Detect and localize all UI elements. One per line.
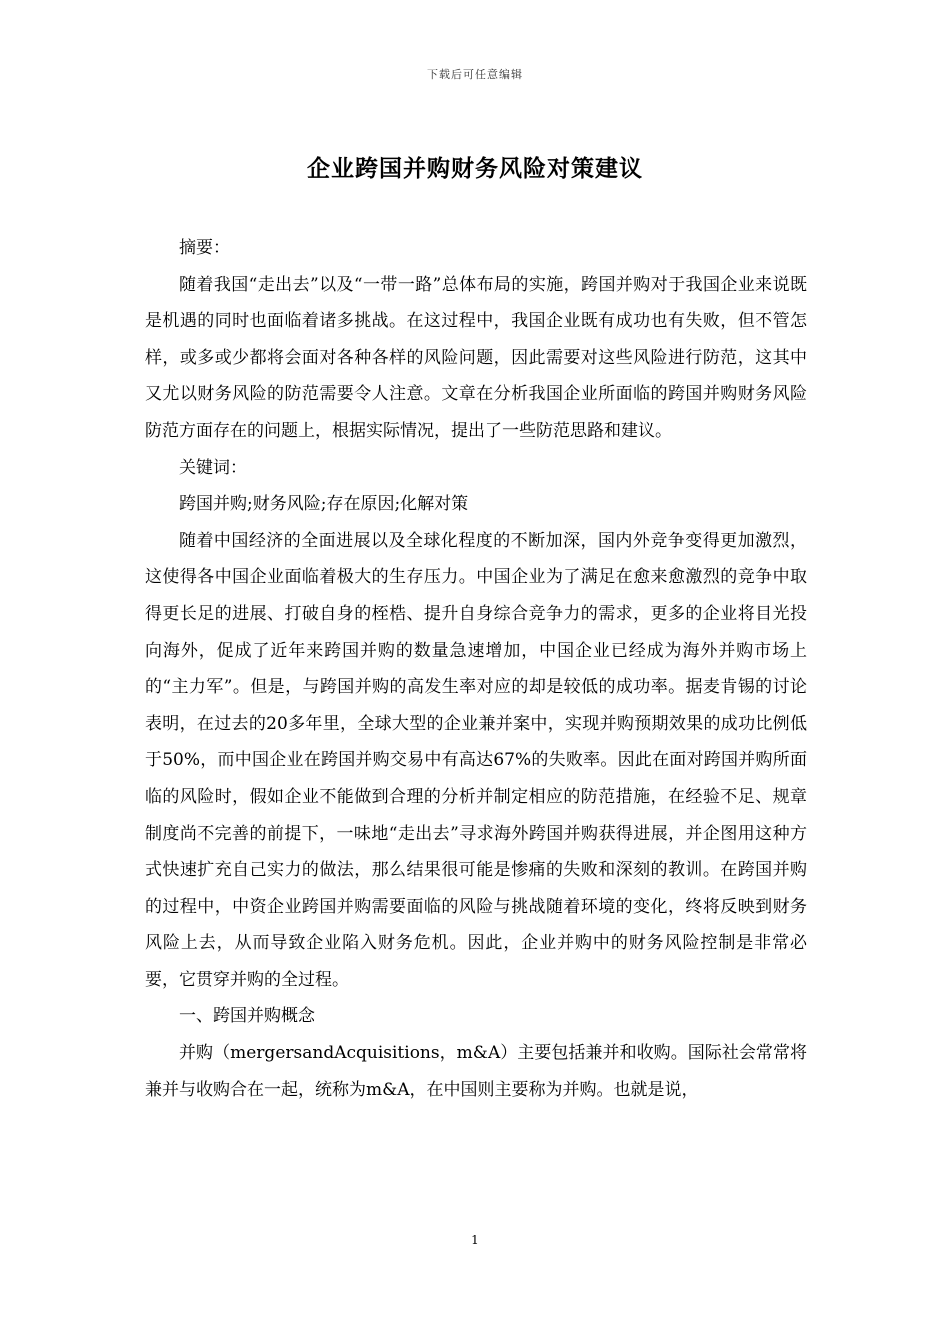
section-heading-1: 一、跨国并购概念	[179, 1006, 315, 1027]
document-body	[145, 230, 807, 1108]
page-number: 1	[471, 1233, 479, 1247]
document-title: 企业跨国并购财务风险对策建议	[307, 155, 643, 182]
header-note: 下载后可任意编辑	[427, 68, 523, 81]
keywords-list: 跨国并购;财务风险;存在原因;化解对策	[179, 494, 469, 515]
abstract-label: 摘要：	[179, 238, 230, 258]
abstract-paragraph: 随着我国“走出去”以及“一带一路”总体布局的实施，跨国并购对于我国企业来说既是机遇的同时也面临着诸多挑战。在这过程中，我国企业既有成功也有失败，但不管怎样，或多或少都将会面对各种各样的风险问题，因此需要对这些风险进行防范，这其中又尤以财务风险的防范需要令人注意。文章在分析我国企业所面临的跨国并购财务风险防范方面存在的问题上，根据实际情况，提出了一些防范思路和建议。	[145, 274, 807, 441]
keywords-label: 关键词：	[179, 457, 247, 478]
intro-paragraph: 随着中国经济的全面进展以及全球化程度的不断加深，国内外竞争变得更加激烈，这使得各中国企业面临着极大的生存压力。中国企业为了满足在愈来愈激烈的竞争中取得更长足的进展、打破自身的桎梏、提升自身综合竞争力的需求，更多的企业将目光投向海外，促成了近年来跨国并购的数量急速增加，中国企业已经成为海外并购市场上的“主力军”。但是，与跨国并购的高发生率对应的却是较低的成功率。据麦肯锡的讨论表明，在过去的20多年里，全球大型的企业兼并案中，实现并购预期效果的成功比例低于50%，而中国企业在跨国并购交易中有高达67%的失败率。因此在面对跨国并购所面临的风险时，假如企业不能做到合理的分析并制定相应的防范措施，在经验不足、规章制度尚不完善的前提下，一味地“走出去”寻求海外跨国并购获得进展，并企图用这种方式快速扩充自己实力的做法，那么结果很可能是惨痛的失败和深刻的教训。在跨国并购的过程中，中资企业跨国并购需要面临的风险与挑战随着环境的变化，终将反映到财务风险上去，从而导致企业陷入财务危机。因此，企业并购中的财务风险控制是非常必要，它贯穿并购的全过程。	[145, 530, 807, 990]
section-1-paragraph: 并购（mergersandAcquisitions，m&A）主要包括兼并和收购。国际社会常常将兼并与收购合在一起，统称为m&A，在中国则主要称为并购。也就是说，	[145, 1043, 807, 1100]
